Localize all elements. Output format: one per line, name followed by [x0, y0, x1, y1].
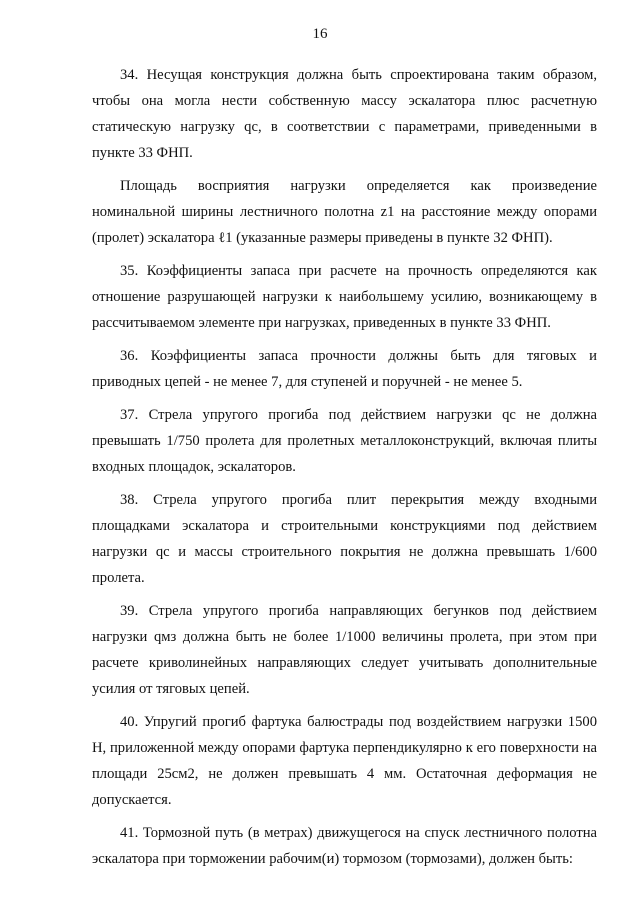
- paragraph-41: 41. Тормозной путь (в метрах) движущегося на спуск лестничного полотна эскалатора при торможении рабочим(и) тормозом (тормозами), должен быть:: [92, 825, 597, 867]
- document-body: [92, 62, 597, 872]
- paragraph-36: 36. Коэффициенты запаса прочности должны быть для тяговых и приводных цепей - не менее 7, для ступеней и поручней - не менее 5.: [92, 348, 597, 390]
- paragraph-39: 39. Стрела упругого прогиба направляющих бегунков под действием нагрузки qмз должна быть не более 1/1000 величины пролета, при этом при расчете криволинейных направляющих следует учитывать дополнительные усилия от тяговых цепей.: [92, 603, 597, 697]
- paragraph-load-area: Площадь восприятия нагрузки определяется как произведение номинальной ширины лестничного полотна z1 на расстояние между опорами (пролет) эскалатора ℓ1 (указанные размеры приведены в пункте 32 ФНП).: [92, 178, 597, 246]
- page-number: 16: [312, 26, 328, 42]
- paragraph-40: 40. Упругий прогиб фартука балюстрады под воздействием нагрузки 1500 Н, приложенной между опорами фартука перпендикулярно к его поверхности на площади 25см2, не должен превышать 4 мм. Остаточная деформация не допускается.: [92, 714, 597, 808]
- paragraph-37: 37. Стрела упругого прогиба под действием нагрузки qc не должна превышать 1/750 пролета для пролетных металлоконструкций, включая плиты входных площадок, эскалаторов.: [92, 407, 597, 475]
- paragraph-35: 35. Коэффициенты запаса при расчете на прочность определяются как отношение разрушающей нагрузки к наибольшему усилию, возникающему в рассчитываемом элементе при нагрузках, приведенных в пункте 33 ФНП.: [92, 263, 597, 331]
- paragraph-34: 34. Несущая конструкция должна быть спроектирована таким образом, чтобы она могла нести собственную массу эскалатора плюс расчетную статическую нагрузку qc, в соответствии с параметрами, приведенными в пункте 33 ФНП.: [92, 67, 597, 161]
- paragraph-38: 38. Стрела упругого прогиба плит перекрытия между входными площадками эскалатора и строительными конструкциями под действием нагрузки qc и массы строительного покрытия не должна превышать 1/600 пролета.: [92, 492, 597, 586]
